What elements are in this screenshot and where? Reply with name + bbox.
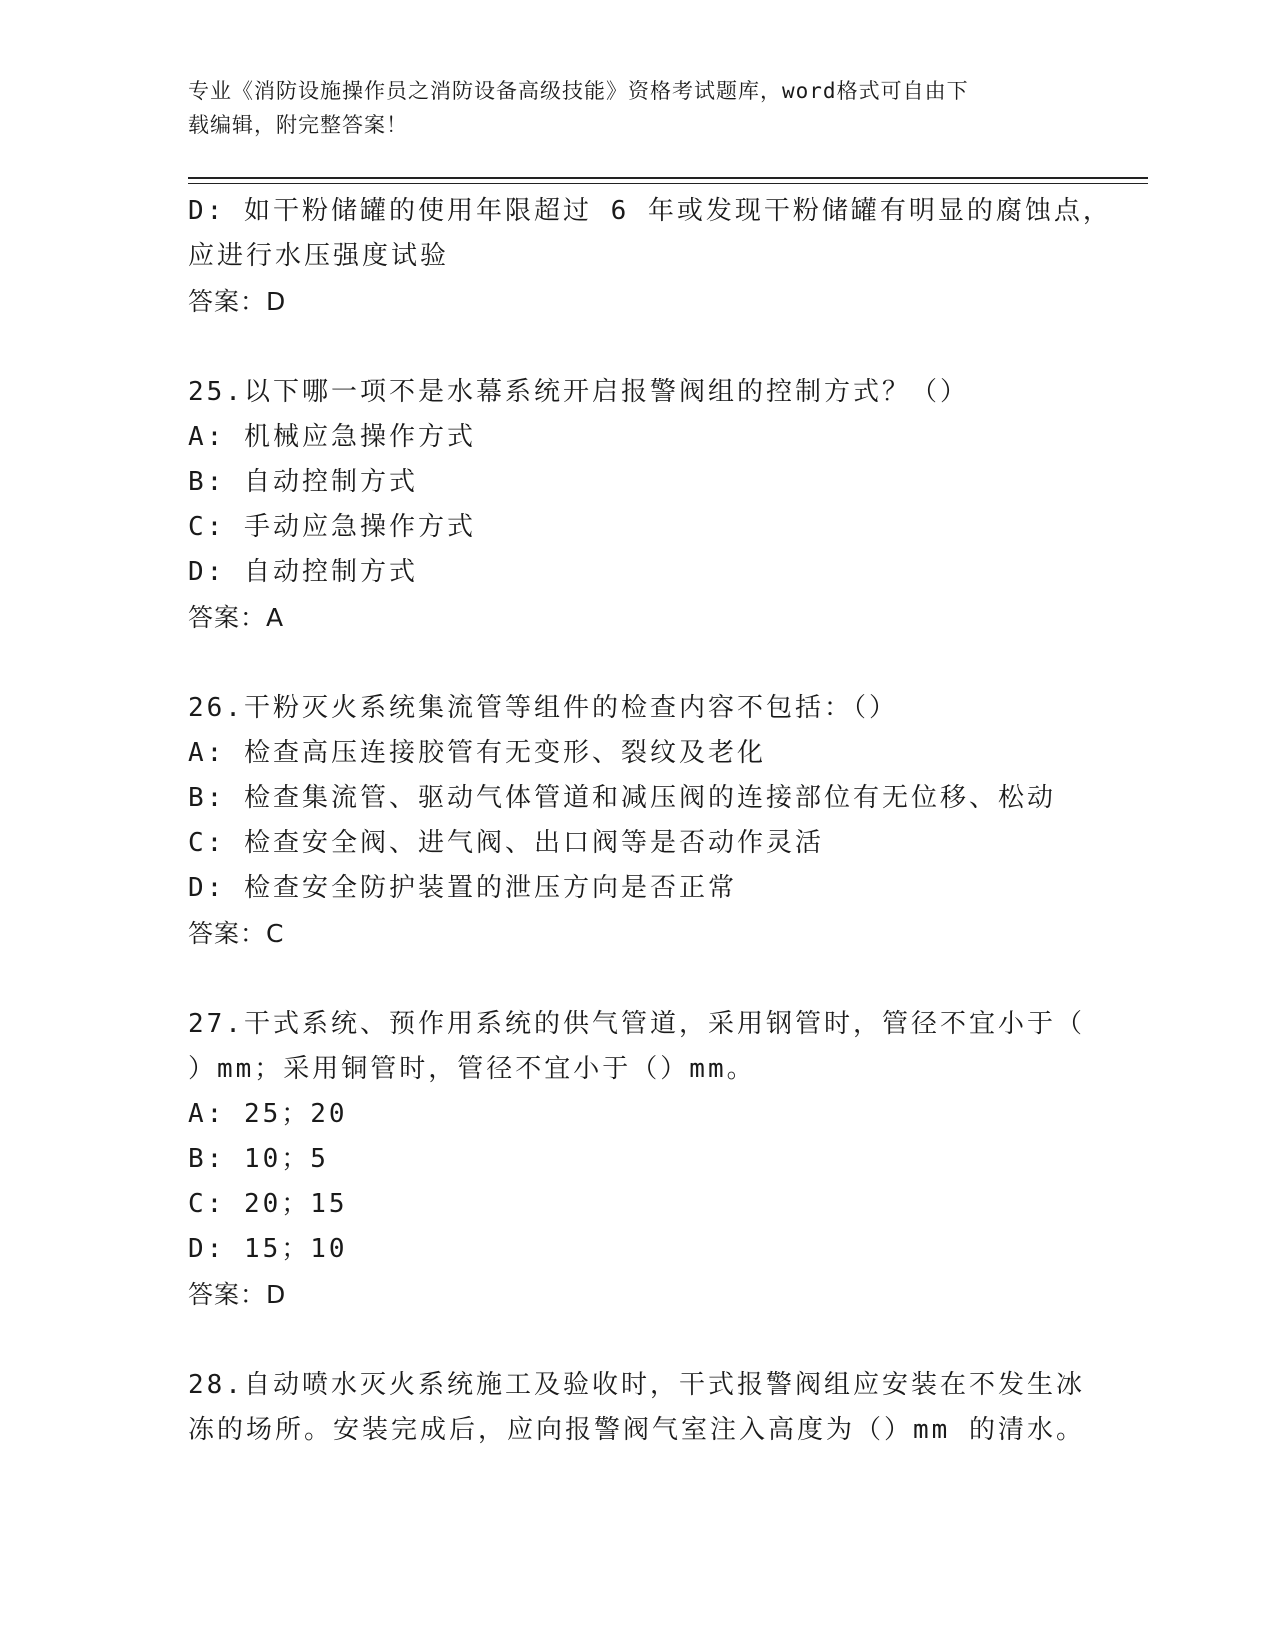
header-line-2: 载编辑，附完整答案！	[188, 113, 408, 137]
option-a: A: 25；20	[188, 1099, 348, 1129]
answer-line: 答案：C	[188, 919, 285, 948]
option-d: D: 15；10	[188, 1234, 348, 1264]
spacer	[188, 324, 1148, 370]
question-27	[188, 1002, 1148, 1317]
option-d: D: 检查安全防护装置的泄压方向是否正常	[188, 873, 737, 903]
option-a: A: 检查高压连接胶管有无变形、裂纹及老化	[188, 738, 766, 768]
answer-line: 答案：A	[188, 603, 285, 632]
option-d: D: 自动控制方式	[188, 557, 418, 587]
question-content	[188, 189, 1148, 1453]
option-b: B: 10；5	[188, 1144, 329, 1174]
question-stem-line-2: ）mm；采用铜管时，管径不宜小于（）mm。	[188, 1054, 756, 1084]
question-24-carryover	[188, 189, 1148, 324]
question-25	[188, 370, 1148, 640]
header-divider-thin	[188, 183, 1148, 184]
option-c: C: 20；15	[188, 1189, 348, 1219]
option-d-line-1: D: 如干粉储罐的使用年限超过 6 年或发现干粉储罐有明显的腐蚀点，	[188, 196, 1112, 226]
question-stem: 25.以下哪一项不是水幕系统开启报警阀组的控制方式？（）	[188, 377, 969, 407]
answer-line: 答案：D	[188, 287, 287, 316]
question-stem-line-2: 冻的场所。安装完成后，应向报警阀气室注入高度为（）mm 的清水。	[188, 1415, 1085, 1445]
option-b: B: 检查集流管、驱动气体管道和减压阀的连接部位有无位移、松动	[188, 783, 1056, 813]
spacer	[188, 640, 1148, 686]
header-divider-thick	[188, 177, 1148, 179]
header-line-1: 专业《消防设施操作员之消防设备高级技能》资格考试题库，word格式可自由下	[188, 79, 969, 103]
option-c: C: 手动应急操作方式	[188, 512, 476, 542]
spacer	[188, 956, 1148, 1002]
option-b: B: 自动控制方式	[188, 467, 418, 497]
question-28	[188, 1363, 1148, 1453]
spacer	[188, 1317, 1148, 1363]
option-c: C: 检查安全阀、进气阀、出口阀等是否动作灵活	[188, 828, 824, 858]
option-d-line-2: 应进行水压强度试验	[188, 241, 450, 271]
question-26	[188, 686, 1148, 956]
question-stem-line-1: 27.干式系统、预作用系统的供气管道，采用钢管时，管径不宜小于（	[188, 1009, 1085, 1039]
question-stem: 26.干粉灭火系统集流管等组件的检查内容不包括：（）	[188, 693, 898, 723]
question-stem-line-1: 28.自动喷水灭火系统施工及验收时，干式报警阀组应安装在不发生冰	[188, 1370, 1085, 1400]
document-header	[188, 74, 1088, 142]
answer-line: 答案：D	[188, 1280, 287, 1309]
option-a: A: 机械应急操作方式	[188, 422, 476, 452]
